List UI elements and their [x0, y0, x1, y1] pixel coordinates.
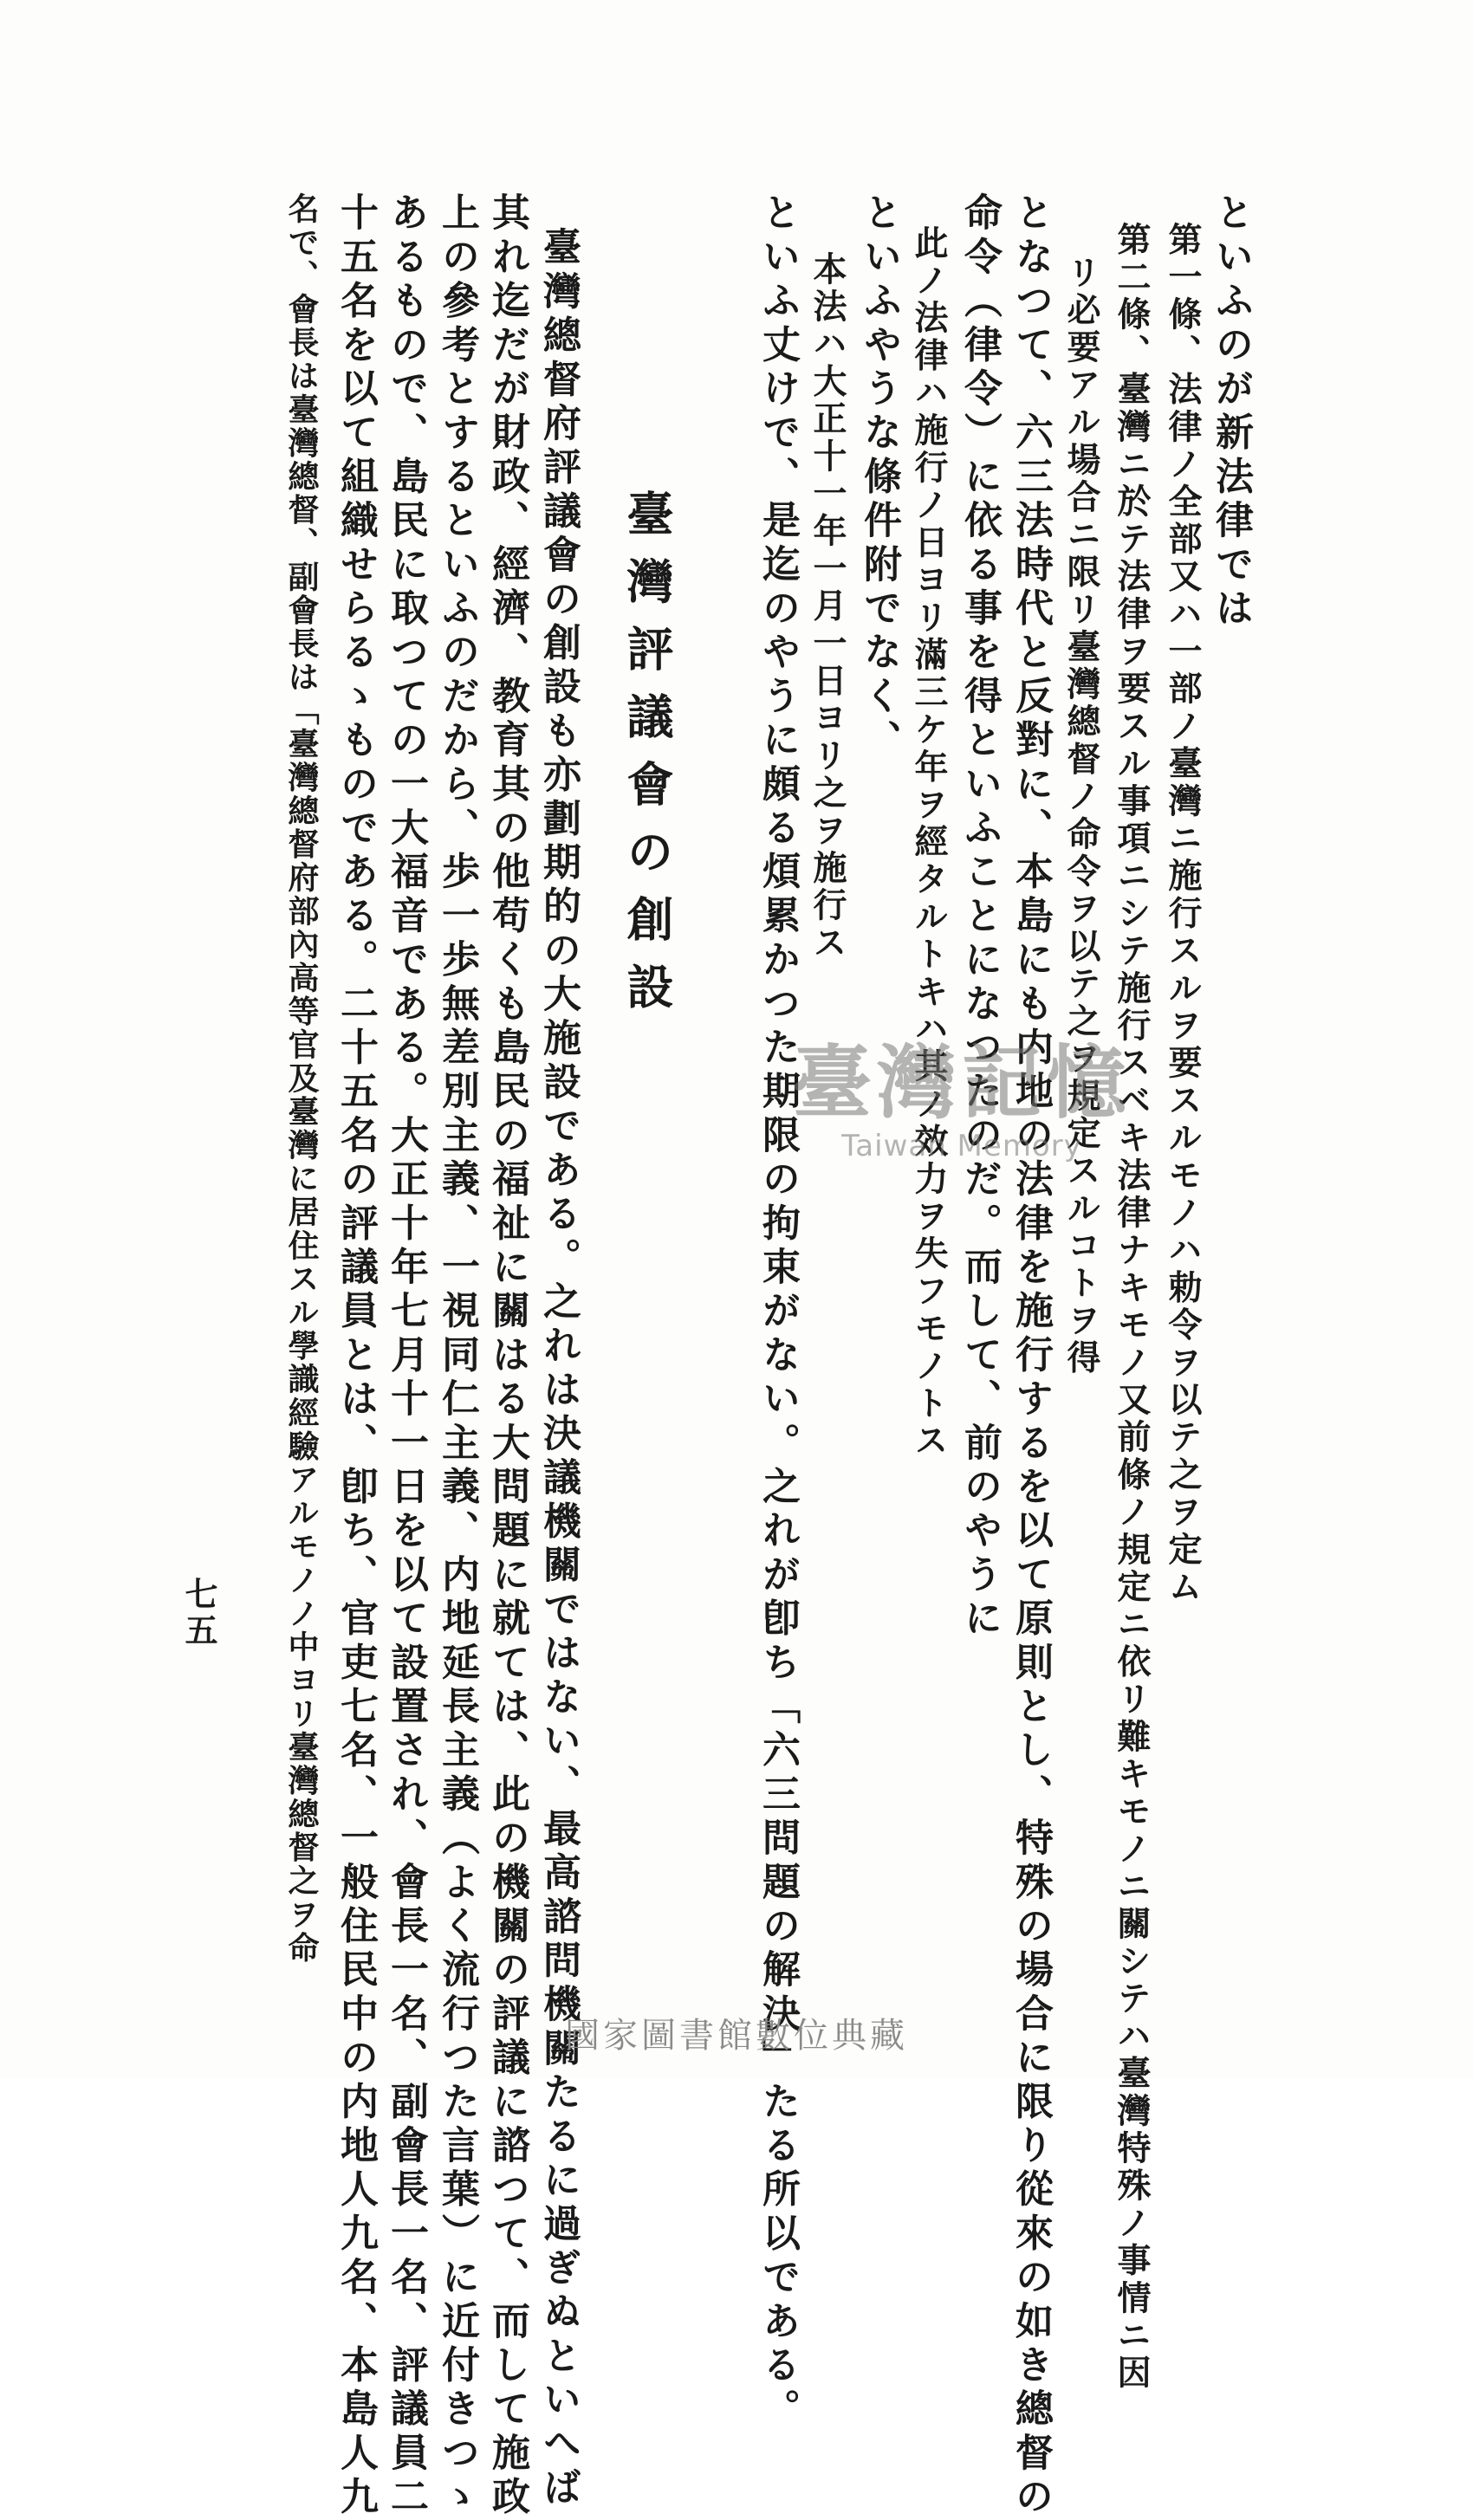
text-column-10: といふ丈けで、是迄のやうに頗る煩累かつた期限の拘束がない。之れが卽ち「六三問題の解決」たる所以である。: [756, 192, 800, 2433]
quoted-clause-expiry: 此ノ法律ハ施行ノ日ヨリ滿三ケ年ヲ經タルトキハ其ノ效力ヲ失フモノトス: [909, 225, 949, 1461]
law-article-2-continued: リ必要アル場合ニ限リ臺灣總督ノ命令ヲ以テ之ヲ規定スルコトヲ得: [1061, 255, 1101, 1377]
text-column-1: といふのが新法律では: [1209, 192, 1253, 632]
text-column-15: あるもので、島民に取つての一大福音である。大正十年七月十一日を以て設置され、會長一名、副會長一名、評議員二: [384, 192, 428, 2520]
quoted-clause-enforcement: 本法ハ大正十一年一月一日ヨリ之ヲ施行ス: [808, 251, 847, 962]
watermark-main: 臺灣記憶: [791, 1037, 1132, 1130]
page-number: 七五: [179, 1577, 218, 1649]
watermark-logo: [762, 1037, 1161, 1213]
section-heading: 臺灣評議會の創設: [620, 489, 675, 1030]
watermark-sub: Taiwan Memory: [841, 1129, 1082, 1164]
text-column-5: となつて、六三法時代と反對に、本島にも内地の法律を施行するを以て原則とし、特殊の場合に限り從來の如き總督の: [1009, 192, 1053, 2520]
text-column-6: 命令（律令）に依る事を得といふことになつたのだ。而して、前のやうに: [957, 192, 1002, 1642]
text-column-8: といふやうな條件附でなく、: [857, 192, 901, 764]
law-article-2: 第二條、臺灣ニ於テ法律ヲ要スル事項ニシテ施行スベキ法律ナキモノ又前條ノ規定ニ依リ難キモノニ關シテハ臺灣特殊ノ事情ニ因: [1112, 222, 1152, 2393]
text-column-13: 其れ迄だが財政、經濟、教育其の他苟くも島民の福祉に關はる大問題に就ては、此の機關の評議に諮つて、而して施政: [485, 192, 529, 2520]
footer-credit: 國家圖書館數位典藏: [565, 2016, 908, 2056]
law-article-1: 第一條、法律ノ全部又ハ一部ノ臺灣ニ施行スルヲ要スルモノハ勅令ヲ以テ之ヲ定ム: [1163, 222, 1203, 1607]
text-column-12: 臺灣總督府評議會の創設も亦劃期的の大施設である。之れは決議機關ではない、最高諮問機關たるに過ぎぬといへば: [536, 227, 581, 2511]
text-column-16: 十五名を以て組織せらるゝものである。二十五名の評議員とは、卽ち、官吏七名、一般住民中の内地人九名、本島人九: [334, 192, 378, 2520]
text-column-17: 名で、會長は臺灣總督、副會長は「臺灣總督府部內高等官及臺灣に居住スル學識經驗アルモノノ中ヨリ臺灣總督之ヲ命: [283, 192, 320, 1965]
text-column-14: 上の參考とするといふのだから、歩一歩無差別主義、一視同仁主義、内地延長主義（よく流行つた言葉）に近付きつゝ: [435, 192, 479, 2520]
